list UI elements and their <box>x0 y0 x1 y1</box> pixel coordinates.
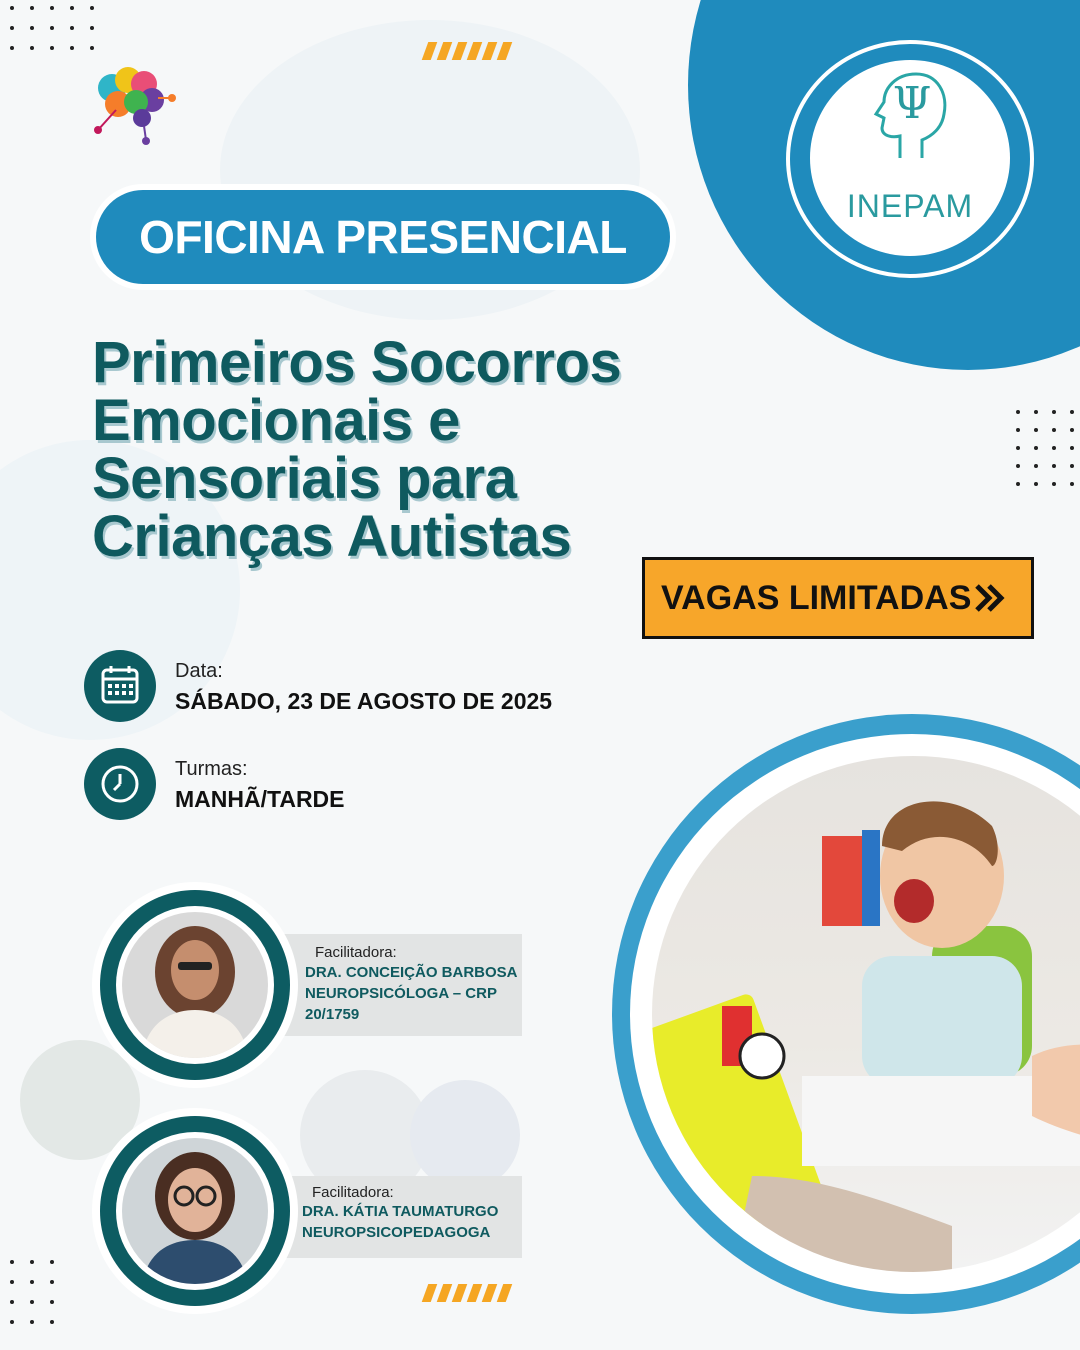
logo-name: INEPAM <box>846 188 974 224</box>
limited-spots-button[interactable] <box>642 557 1034 639</box>
facilitator-portrait <box>122 1138 268 1284</box>
double-chevron-right-icon <box>973 580 1009 616</box>
classes-label: Turmas: <box>175 758 248 780</box>
event-type-badge-inner <box>96 190 670 284</box>
title-line: Primeiros Socorros <box>92 330 622 395</box>
facilitator-role: Facilitadora: <box>312 1184 394 1201</box>
facilitator-portrait <box>122 912 268 1058</box>
date-value: SÁBADO, 23 DE AGOSTO DE 2025 <box>175 688 553 714</box>
clock-badge <box>84 748 156 820</box>
facilitator-credential: NEUROPSICÓLOGA – CRP <box>305 985 497 1002</box>
dot-grid-decoration <box>1016 410 1074 486</box>
dot-grid-decoration <box>10 1260 54 1324</box>
facilitator-role: Facilitadora: <box>315 944 397 961</box>
facilitator-registration: 20/1759 <box>305 1006 360 1023</box>
facilitator-name: DRA. KÁTIA TAUMATURGO <box>302 1203 499 1220</box>
facilitator-name: DRA. CONCEIÇÃO BARBOSA <box>305 964 518 981</box>
calendar-icon <box>84 650 156 722</box>
title-line: Sensoriais para <box>92 446 517 511</box>
logo-symbol: Ψ <box>892 78 932 129</box>
dot-grid-decoration <box>10 6 94 50</box>
title-line: Crianças Autistas <box>92 504 572 569</box>
bg-paint-circle <box>410 1080 520 1190</box>
brain-logo-icon <box>88 58 180 150</box>
classes-value: MANHÃ/TARDE <box>175 786 345 812</box>
facilitator-photo <box>122 912 268 1058</box>
event-title <box>92 330 652 569</box>
stripe-decoration <box>425 1284 509 1302</box>
title-line: Emocionais e <box>92 388 460 453</box>
facilitator-credential: NEUROPSICOPEDAGOGA <box>302 1224 491 1241</box>
date-label: Data: <box>175 660 223 682</box>
calendar-badge <box>84 650 156 722</box>
stripe-decoration <box>425 42 509 60</box>
facilitator-photo <box>122 1138 268 1284</box>
clock-icon <box>84 748 156 820</box>
limited-spots-label: VAGAS LIMITADAS <box>661 578 972 617</box>
event-type-label: OFICINA PRESENCIAL <box>139 211 627 263</box>
